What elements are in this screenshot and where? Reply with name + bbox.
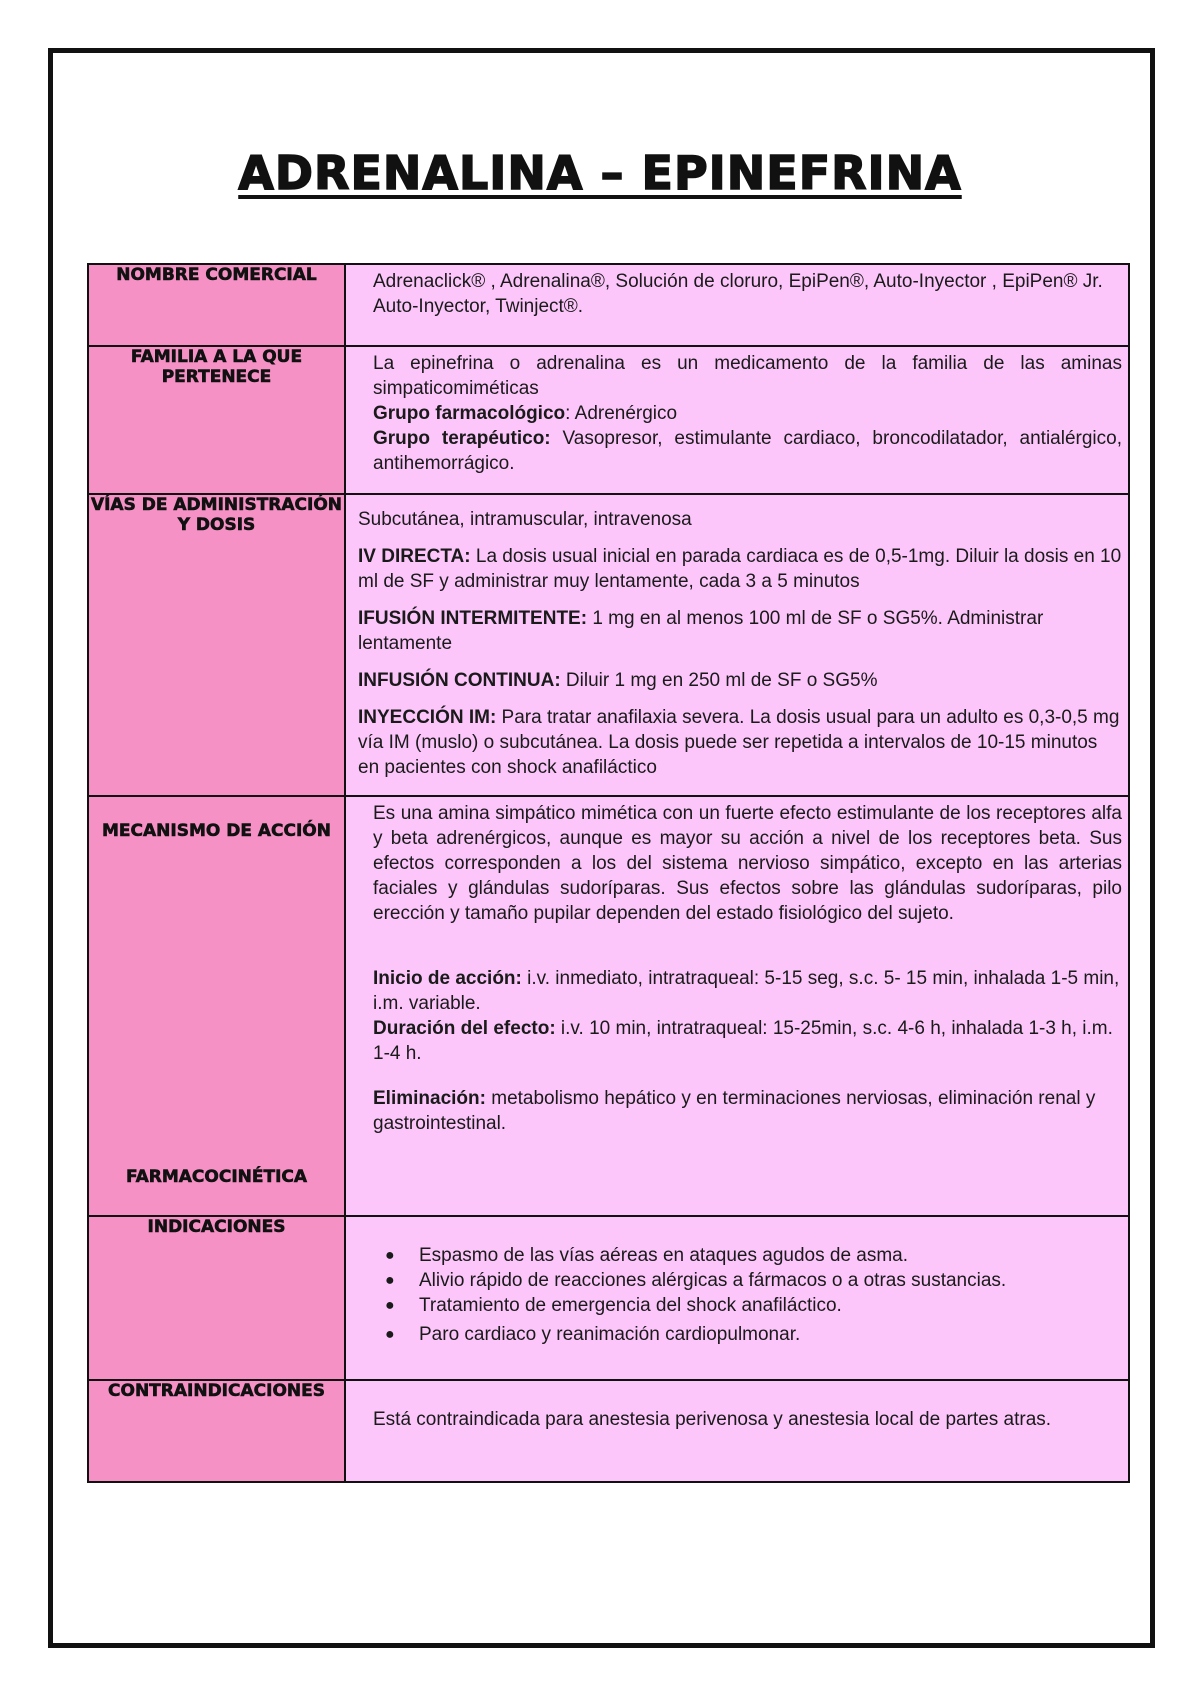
content-nombre-comercial xyxy=(345,264,1129,346)
list-item: ● Espasmo de las vías aéreas en ataques agudos de asma. xyxy=(385,1245,909,1266)
bullet-icon: ● xyxy=(385,1272,395,1289)
label-mecanismo-cell xyxy=(88,796,345,1216)
content-familia xyxy=(345,346,1129,494)
label-familia: FAMILIA A LA QUE PERTENECE xyxy=(88,346,345,494)
row-familia xyxy=(88,346,1129,494)
grupo-terapeutico: Grupo terapéutico: Vasopresor, estimulante cardiaco, broncodilatador, antialérgico, antihemorrágico. xyxy=(373,428,1122,474)
list-item: ● Alivio rápido de reacciones alérgicas a fármacos o a otras sustancias. xyxy=(385,1270,1007,1291)
list-item: ● Tratamiento de emergencia del shock anafiláctico. xyxy=(385,1295,842,1316)
page-title: ADRENALINA – EPINEFRINA xyxy=(238,146,962,200)
via-inyeccion-im: INYECCIÓN IM: Para tratar anafilaxia severa. La dosis usual para un adulto es 0,3-0,5 mg vía IM (muslo) o subcutánea. La dosis puede ser repetida a intervalos de 10-15 minutos en pacientes con shock anafiláctico xyxy=(358,707,1120,778)
label-vias: VÍAS DE ADMINISTRACIÓN Y DOSIS xyxy=(88,494,345,796)
label-indicaciones: INDICACIONES xyxy=(88,1216,345,1380)
content-vias xyxy=(345,494,1129,796)
familia-text: La epinefrina o adrenalina es un medicamento de la familia de las aminas simpaticomiméticas xyxy=(373,353,1122,399)
brand-names-text: Adrenaclick® , Adrenalina®, Solución de cloruro, EpiPen®, Auto-Inyector , EpiPen® Jr. Auto-Inyector, Twinject®. xyxy=(373,271,1103,317)
content-mecanismo xyxy=(345,796,1129,1216)
row-nombre-comercial xyxy=(88,264,1129,346)
inicio-accion: Inicio de acción: i.v. inmediato, intratraqueal: 5-15 seg, s.c. 5- 15 min, inhalada 1-5 min, i.m. variable. xyxy=(373,968,1120,1014)
row-contraindicaciones xyxy=(88,1380,1129,1482)
contraindicaciones-text: Está contraindicada para anestesia perivenosa y anestesia local de partes atras. xyxy=(373,1409,1052,1430)
drug-info-table xyxy=(87,263,1130,1483)
via-infusion-intermitente: IFUSIÓN INTERMITENTE: 1 mg en al menos 100 ml de SF o SG5%. Administrar lentamente xyxy=(358,608,1044,654)
bullet-icon: ● xyxy=(385,1297,395,1314)
row-vias xyxy=(88,494,1129,796)
content-indicaciones xyxy=(345,1216,1129,1380)
list-item: ● Paro cardiaco y reanimación cardiopulmonar. xyxy=(385,1324,801,1345)
content-contraindicaciones xyxy=(345,1380,1129,1482)
mecanismo-text: Es una amina simpático mimética con un fuerte efecto estimulante de los receptores alfa y beta adrenérgicos, aunque es mayor su acción a nivel de los receptores beta. Sus efectos corresponden a los del sistema nervioso simpático, excepto en las arterias faciales y glándulas sudoríparas. Sus efectos sobre las glándulas sudoríparas, pilo erección y tamaño pupilar dependen del estado fisiológico del sujeto. xyxy=(373,803,1122,924)
vias-intro: Subcutánea, intramuscular, intravenosa xyxy=(358,509,692,530)
label-nombre-comercial: NOMBRE COMERCIAL xyxy=(88,264,345,346)
row-indicaciones xyxy=(88,1216,1129,1380)
row-mecanismo xyxy=(88,796,1129,1216)
eliminacion: Eliminación: metabolismo hepático y en terminaciones nerviosas, eliminación renal y gastrointestinal. xyxy=(373,1088,1096,1134)
label-contraindicaciones: CONTRAINDICACIONES xyxy=(88,1380,345,1482)
label-mecanismo: MECANISMO DE ACCIÓN xyxy=(101,821,331,841)
via-iv-directa: IV DIRECTA: La dosis usual inicial en parada cardiaca es de 0,5-1mg. Diluir la dosis en 10 ml de SF y administrar muy lentamente, cada 3 a 5 minutos xyxy=(358,546,1122,592)
label-farmacocinetica: FARMACOCINÉTICA xyxy=(125,1167,308,1187)
indicaciones-list xyxy=(346,1243,1128,1347)
bullet-icon: ● xyxy=(385,1247,395,1264)
via-infusion-continua: INFUSIÓN CONTINUA: Diluir 1 mg en 250 ml de SF o SG5% xyxy=(358,670,878,691)
duracion-efecto: Duración del efecto: i.v. 10 min, intratraqueal: 15-25min, s.c. 4-6 h, inhalada 1-3 h, i.m. 1-4 h. xyxy=(373,1018,1113,1064)
bullet-icon: ● xyxy=(385,1326,395,1343)
grupo-farmacologico: Grupo farmacológico: Adrenérgico xyxy=(373,403,678,424)
